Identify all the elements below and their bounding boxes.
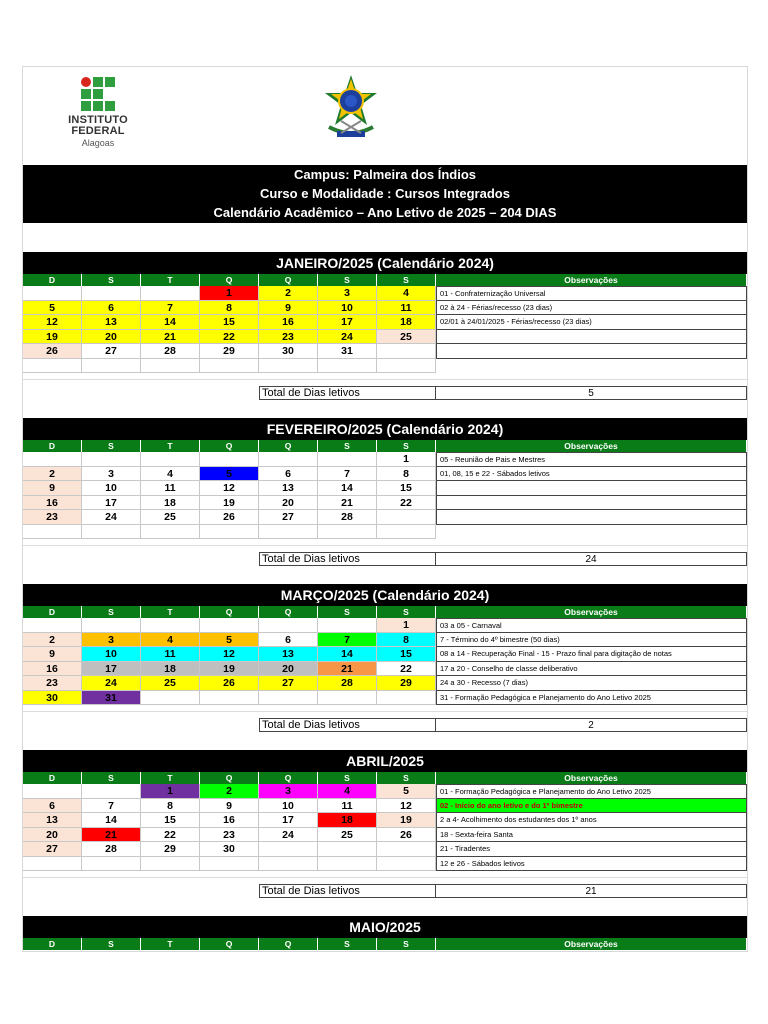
day-cell: 27 xyxy=(82,344,141,359)
total-days-label: Total de Dias letivos xyxy=(259,718,436,732)
day-cell: 5 xyxy=(377,784,436,799)
day-cell: 28 xyxy=(141,344,200,359)
day-cell: 27 xyxy=(23,842,82,857)
day-cell xyxy=(318,359,377,374)
day-cell: 29 xyxy=(141,842,200,857)
day-cell: 5 xyxy=(200,633,259,648)
day-cell: 25 xyxy=(141,676,200,691)
day-cell xyxy=(82,618,141,633)
total-days-label: Total de Dias letivos xyxy=(259,552,436,566)
day-cell: 22 xyxy=(377,496,436,511)
day-cell: 24 xyxy=(259,828,318,843)
observation-line: 17 a 20 - Conselho de classe deliberativo xyxy=(436,662,747,677)
day-cell xyxy=(200,618,259,633)
day-cell: 21 xyxy=(318,496,377,511)
grid-line xyxy=(23,711,747,712)
coat-of-arms-icon xyxy=(319,73,383,143)
day-cell xyxy=(377,359,436,374)
day-cell: 28 xyxy=(318,676,377,691)
day-cell xyxy=(259,691,318,706)
day-cell: 18 xyxy=(141,496,200,511)
day-cell: 3 xyxy=(318,286,377,301)
day-cell: 29 xyxy=(200,344,259,359)
weekday-header: S xyxy=(318,440,377,452)
day-cell xyxy=(82,784,141,799)
observation-line xyxy=(436,344,747,359)
day-cell xyxy=(200,857,259,872)
day-cell xyxy=(141,452,200,467)
day-cell xyxy=(318,618,377,633)
day-cell: 8 xyxy=(377,633,436,648)
day-cell xyxy=(82,286,141,301)
day-cell xyxy=(377,842,436,857)
month-title: MAIO/2025 xyxy=(23,916,747,938)
weekday-header: D xyxy=(23,274,82,286)
weekday-header: S xyxy=(318,938,377,950)
day-cell xyxy=(141,691,200,706)
day-cell: 17 xyxy=(82,662,141,677)
day-cell xyxy=(200,359,259,374)
day-cell: 26 xyxy=(200,510,259,525)
day-cell: 5 xyxy=(23,301,82,316)
observation-line: 18 - Sexta-feira Santa xyxy=(436,828,747,843)
day-cell: 10 xyxy=(82,481,141,496)
weekday-header: S xyxy=(377,938,436,950)
day-cell: 9 xyxy=(23,481,82,496)
total-days-value: 5 xyxy=(436,386,747,400)
day-cell: 2 xyxy=(23,467,82,482)
weekday-header: S xyxy=(377,606,436,618)
observations-header: Observações xyxy=(436,274,747,286)
day-cell xyxy=(318,691,377,706)
observation-line: 01 - Confraternização Universal xyxy=(436,286,747,301)
day-cell: 1 xyxy=(141,784,200,799)
month-title: MARÇO/2025 (Calendário 2024) xyxy=(23,584,747,606)
day-cell: 4 xyxy=(141,467,200,482)
day-cell: 2 xyxy=(23,633,82,648)
calendar-sheet xyxy=(22,66,748,952)
day-cell xyxy=(377,691,436,706)
day-cell: 11 xyxy=(377,301,436,316)
day-cell: 16 xyxy=(23,496,82,511)
day-cell: 3 xyxy=(82,633,141,648)
day-cell xyxy=(82,525,141,540)
day-cell: 22 xyxy=(200,330,259,345)
day-cell: 29 xyxy=(377,676,436,691)
day-cell: 23 xyxy=(23,510,82,525)
weekday-header: Q xyxy=(200,606,259,618)
day-cell: 22 xyxy=(377,662,436,677)
day-cell xyxy=(141,857,200,872)
observations-header: Observações xyxy=(436,938,747,950)
observation-line: 24 a 30 - Recesso (7 dias) xyxy=(436,676,747,691)
day-cell: 24 xyxy=(82,676,141,691)
observation-line: 02 - Início do ano letivo e do 1º bimestre xyxy=(436,799,747,814)
day-cell: 27 xyxy=(259,676,318,691)
day-cell: 3 xyxy=(259,784,318,799)
day-cell: 11 xyxy=(141,647,200,662)
day-cell: 1 xyxy=(377,618,436,633)
day-cell: 2 xyxy=(200,784,259,799)
day-cell xyxy=(23,525,82,540)
day-cell: 18 xyxy=(141,662,200,677)
day-cell: 23 xyxy=(200,828,259,843)
month-title: FEVEREIRO/2025 (Calendário 2024) xyxy=(23,418,747,440)
day-cell xyxy=(200,452,259,467)
day-cell xyxy=(141,359,200,374)
day-cell: 2 xyxy=(259,286,318,301)
month-title: ABRIL/2025 xyxy=(23,750,747,772)
day-cell: 19 xyxy=(200,496,259,511)
day-cell: 24 xyxy=(82,510,141,525)
sheet-header xyxy=(23,165,747,223)
observation-line xyxy=(436,330,747,345)
day-cell: 7 xyxy=(82,799,141,814)
calendar-title: Calendário Acadêmico – Ano Letivo de 2025 – 204 DIAS xyxy=(213,205,557,220)
weekday-header: Q xyxy=(259,440,318,452)
day-cell: 5 xyxy=(200,467,259,482)
day-cell: 21 xyxy=(141,330,200,345)
day-cell xyxy=(259,525,318,540)
weekday-header: D xyxy=(23,938,82,950)
instituto-federal-logo xyxy=(63,73,133,153)
weekday-header: Q xyxy=(259,606,318,618)
day-cell: 25 xyxy=(377,330,436,345)
observation-line: 12 e 26 - Sábados letivos xyxy=(436,857,747,872)
weekday-header: S xyxy=(82,938,141,950)
day-cell: 27 xyxy=(259,510,318,525)
day-cell: 7 xyxy=(318,633,377,648)
day-cell: 26 xyxy=(200,676,259,691)
day-cell: 10 xyxy=(259,799,318,814)
day-cell: 30 xyxy=(23,691,82,706)
grid-line xyxy=(23,545,747,546)
day-cell: 19 xyxy=(200,662,259,677)
day-cell: 20 xyxy=(82,330,141,345)
day-cell: 6 xyxy=(259,467,318,482)
day-cell: 11 xyxy=(141,481,200,496)
observations-header: Observações xyxy=(436,606,747,618)
observation-line: 31 - Formação Pedagógica e Planejamento do Ano Letivo 2025 xyxy=(436,691,747,706)
weekday-header: Q xyxy=(200,938,259,950)
if-logo-subtext: Alagoas xyxy=(81,138,115,148)
day-cell xyxy=(259,452,318,467)
day-cell: 28 xyxy=(82,842,141,857)
day-cell: 26 xyxy=(23,344,82,359)
day-cell: 16 xyxy=(200,813,259,828)
day-cell: 3 xyxy=(82,467,141,482)
day-cell: 13 xyxy=(259,647,318,662)
day-cell: 10 xyxy=(82,647,141,662)
day-cell: 7 xyxy=(141,301,200,316)
total-days-value: 2 xyxy=(436,718,747,732)
day-cell: 13 xyxy=(23,813,82,828)
day-cell: 16 xyxy=(23,662,82,677)
month-title: JANEIRO/2025 (Calendário 2024) xyxy=(23,252,747,274)
day-cell: 23 xyxy=(259,330,318,345)
observations-header: Observações xyxy=(436,772,747,784)
day-cell: 20 xyxy=(259,662,318,677)
day-cell xyxy=(23,359,82,374)
weekday-header: Q xyxy=(259,938,318,950)
day-cell xyxy=(318,452,377,467)
day-cell: 4 xyxy=(377,286,436,301)
day-cell xyxy=(377,857,436,872)
weekday-header: S xyxy=(82,606,141,618)
day-cell: 19 xyxy=(23,330,82,345)
day-cell: 9 xyxy=(259,301,318,316)
day-cell: 4 xyxy=(318,784,377,799)
day-cell: 19 xyxy=(377,813,436,828)
day-cell: 10 xyxy=(318,301,377,316)
day-cell: 14 xyxy=(318,647,377,662)
observation-line: 02 à 24 - Férias/recesso (23 dias) xyxy=(436,301,747,316)
day-cell xyxy=(141,525,200,540)
day-cell: 15 xyxy=(377,481,436,496)
day-cell: 23 xyxy=(23,676,82,691)
day-cell: 15 xyxy=(200,315,259,330)
weekday-header: Q xyxy=(200,772,259,784)
day-cell: 9 xyxy=(23,647,82,662)
day-cell: 12 xyxy=(200,481,259,496)
day-cell: 18 xyxy=(377,315,436,330)
day-cell: 14 xyxy=(318,481,377,496)
weekday-header: S xyxy=(377,440,436,452)
campus-title: Campus: Palmeira dos Índios xyxy=(293,167,477,182)
day-cell: 15 xyxy=(141,813,200,828)
observation-line: 01, 08, 15 e 22 - Sábados letivos xyxy=(436,467,747,482)
day-cell: 1 xyxy=(200,286,259,301)
day-cell: 6 xyxy=(259,633,318,648)
weekday-header: T xyxy=(141,274,200,286)
day-cell: 12 xyxy=(377,799,436,814)
day-cell: 11 xyxy=(318,799,377,814)
day-cell xyxy=(200,691,259,706)
logo-area xyxy=(23,67,747,165)
observations-header: Observações xyxy=(436,440,747,452)
day-cell: 30 xyxy=(200,842,259,857)
day-cell: 8 xyxy=(377,467,436,482)
day-cell xyxy=(200,525,259,540)
day-cell: 8 xyxy=(200,301,259,316)
total-days-value: 24 xyxy=(436,552,747,566)
day-cell: 25 xyxy=(318,828,377,843)
day-cell: 21 xyxy=(318,662,377,677)
if-logo-text: INSTITUTO FEDERAL xyxy=(68,114,128,137)
day-cell xyxy=(23,452,82,467)
day-cell xyxy=(141,286,200,301)
day-cell xyxy=(259,842,318,857)
day-cell xyxy=(377,344,436,359)
day-cell xyxy=(318,842,377,857)
day-cell: 6 xyxy=(82,301,141,316)
day-cell: 30 xyxy=(259,344,318,359)
day-cell: 20 xyxy=(23,828,82,843)
day-cell: 4 xyxy=(141,633,200,648)
observation-line: 08 a 14 - Recuperação Final - 15 - Prazo final para digitação de notas xyxy=(436,647,747,662)
day-cell: 12 xyxy=(200,647,259,662)
observation-line: 02/01 à 24/01/2025 - Férias/recesso (23 dias) xyxy=(436,315,747,330)
course-title: Curso e Modalidade : Cursos Integrados xyxy=(260,186,510,201)
day-cell xyxy=(23,618,82,633)
total-days-label: Total de Dias letivos xyxy=(259,884,436,898)
day-cell xyxy=(23,286,82,301)
weekday-header: T xyxy=(141,772,200,784)
weekday-header: Q xyxy=(259,274,318,286)
weekday-header: Q xyxy=(259,772,318,784)
weekday-header: Q xyxy=(200,274,259,286)
total-days-label: Total de Dias letivos xyxy=(259,386,436,400)
day-cell xyxy=(377,525,436,540)
day-cell: 14 xyxy=(141,315,200,330)
day-cell: 24 xyxy=(318,330,377,345)
weekday-header: Q xyxy=(200,440,259,452)
day-cell xyxy=(259,359,318,374)
day-cell: 31 xyxy=(318,344,377,359)
observation-line: 21 - Tiradentes xyxy=(436,842,747,857)
grid-line xyxy=(23,379,747,380)
grid-line xyxy=(23,877,747,878)
weekday-header: S xyxy=(318,772,377,784)
weekday-header: T xyxy=(141,606,200,618)
day-cell: 28 xyxy=(318,510,377,525)
day-cell: 9 xyxy=(200,799,259,814)
weekday-header: D xyxy=(23,772,82,784)
day-cell xyxy=(318,857,377,872)
day-cell xyxy=(82,452,141,467)
day-cell: 17 xyxy=(259,813,318,828)
weekday-header: S xyxy=(377,772,436,784)
weekday-header: S xyxy=(82,274,141,286)
day-cell: 8 xyxy=(141,799,200,814)
weekday-header: T xyxy=(141,938,200,950)
observation-line: 7 - Término do 4º bimestre (50 dias) xyxy=(436,633,747,648)
day-cell: 6 xyxy=(23,799,82,814)
total-days-value: 21 xyxy=(436,884,747,898)
day-cell: 21 xyxy=(82,828,141,843)
observation-line: 03 a 05 - Carnaval xyxy=(436,618,747,633)
day-cell: 17 xyxy=(82,496,141,511)
day-cell: 25 xyxy=(141,510,200,525)
day-cell: 12 xyxy=(23,315,82,330)
day-cell xyxy=(23,784,82,799)
observation-line xyxy=(436,510,747,525)
day-cell xyxy=(259,618,318,633)
if-logo-icon xyxy=(81,77,115,111)
day-cell: 14 xyxy=(82,813,141,828)
day-cell: 17 xyxy=(318,315,377,330)
day-cell: 18 xyxy=(318,813,377,828)
observation-line xyxy=(436,496,747,511)
day-cell: 16 xyxy=(259,315,318,330)
day-cell: 1 xyxy=(377,452,436,467)
day-cell: 7 xyxy=(318,467,377,482)
day-cell: 22 xyxy=(141,828,200,843)
observation-line: 05 - Reunião de Pais e Mestres xyxy=(436,452,747,467)
weekday-header: S xyxy=(377,274,436,286)
observation-line xyxy=(436,481,747,496)
weekday-header: D xyxy=(23,440,82,452)
day-cell xyxy=(259,857,318,872)
observation-line: 01 - Formação Pedagógica e Planejamento do Ano Letivo 2025 xyxy=(436,784,747,799)
weekday-header: D xyxy=(23,606,82,618)
day-cell: 20 xyxy=(259,496,318,511)
day-cell xyxy=(82,359,141,374)
weekday-header: S xyxy=(318,606,377,618)
day-cell: 13 xyxy=(82,315,141,330)
weekday-header: S xyxy=(82,772,141,784)
day-cell xyxy=(318,525,377,540)
day-cell: 13 xyxy=(259,481,318,496)
day-cell: 15 xyxy=(377,647,436,662)
weekday-header: S xyxy=(82,440,141,452)
day-cell xyxy=(377,510,436,525)
day-cell: 26 xyxy=(377,828,436,843)
day-cell xyxy=(23,857,82,872)
day-cell xyxy=(82,857,141,872)
weekday-header: T xyxy=(141,440,200,452)
weekday-header: S xyxy=(318,274,377,286)
observation-line: 2 a 4- Acolhimento dos estudantes dos 1º anos xyxy=(436,813,747,828)
day-cell: 31 xyxy=(82,691,141,706)
day-cell xyxy=(141,618,200,633)
